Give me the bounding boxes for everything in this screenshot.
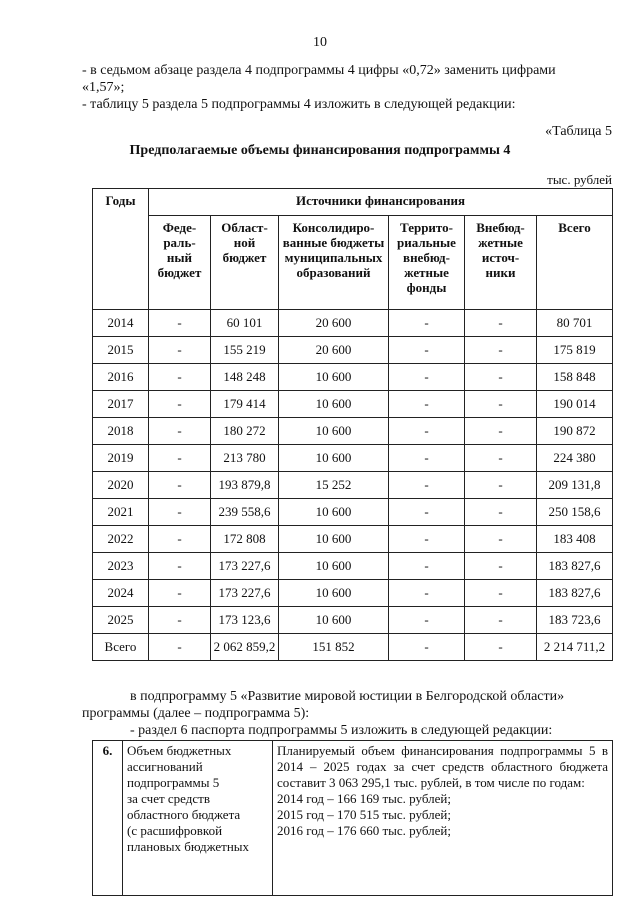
cell-offbudget: - — [465, 607, 537, 634]
cell-municipal: 10 600 — [279, 364, 389, 391]
cell-federal: - — [149, 364, 211, 391]
cell-federal: - — [149, 472, 211, 499]
cell-regional: 172 808 — [211, 526, 279, 553]
column-header-3: Террито- риальные внебюд- жетные фонды — [389, 216, 465, 310]
cell-municipal: 10 600 — [279, 580, 389, 607]
table-row — [93, 364, 613, 391]
cell-regional: 173 227,6 — [211, 580, 279, 607]
table-row — [93, 526, 613, 553]
cell-regional: 2 062 859,2 — [211, 634, 279, 661]
cell-total: 190 872 — [537, 418, 613, 445]
cell-total: 209 131,8 — [537, 472, 613, 499]
cell-regional: 193 879,8 — [211, 472, 279, 499]
table-row — [93, 445, 613, 472]
cell-offbudget: - — [465, 472, 537, 499]
intro-line-1: - в седьмом абзаце раздела 4 подпрограммы 4 цифры «0,72» заменить цифрами — [82, 63, 556, 78]
passport-intro: Планируемый объем финансирования подпрограммы 5 в 2014 – 2025 годах за счет средств областного бюджета составит 3 063 295,1 тыс. рублей, в том числе по годам: — [277, 743, 608, 790]
cell-federal: - — [149, 418, 211, 445]
cell-offbudget: - — [465, 364, 537, 391]
cell-regional: 239 558,6 — [211, 499, 279, 526]
table-row — [93, 472, 613, 499]
intro-line-3: - таблицу 5 раздела 5 подпрограммы 4 изложить в следующей редакции: — [82, 97, 516, 112]
cell-municipal: 15 252 — [279, 472, 389, 499]
cell-territorial: - — [389, 472, 465, 499]
cell-regional: 148 248 — [211, 364, 279, 391]
cell-offbudget: - — [465, 337, 537, 364]
table-row — [93, 310, 613, 337]
cell-regional: 179 414 — [211, 391, 279, 418]
cell-territorial: - — [389, 499, 465, 526]
para2-line-3: - раздел 6 паспорта подпрограммы 5 изложить в следующей редакции: — [130, 723, 553, 738]
table-row — [93, 418, 613, 445]
column-header-1: Област- ной бюджет — [211, 216, 279, 310]
passport-year-line: 2014 год – 166 169 тыс. рублей; — [277, 791, 451, 806]
table-row — [93, 634, 613, 661]
cell-total: 224 380 — [537, 445, 613, 472]
cell-regional: 180 272 — [211, 418, 279, 445]
cell-territorial: - — [389, 607, 465, 634]
cell-offbudget: - — [465, 553, 537, 580]
column-header-4: Внебюд- жетные источ- ники — [465, 216, 537, 310]
cell-federal: - — [149, 607, 211, 634]
cell-regional: 213 780 — [211, 445, 279, 472]
cell-territorial: - — [389, 391, 465, 418]
para2-line-1: в подпрограмму 5 «Развитие мировой юстиции в Белгородской области» — [130, 689, 565, 704]
cell-regional: 173 123,6 — [211, 607, 279, 634]
passport-year-line: 2015 год – 170 515 тыс. рублей; — [277, 807, 451, 822]
column-header-2: Консолидиро- ванные бюджеты муниципальных образований — [279, 216, 389, 310]
cell-offbudget: - — [465, 310, 537, 337]
cell-year: 2016 — [93, 364, 149, 391]
cell-federal: - — [149, 526, 211, 553]
cell-regional: 173 227,6 — [211, 553, 279, 580]
header-years: Годы — [93, 189, 149, 310]
cell-territorial: - — [389, 310, 465, 337]
cell-municipal: 20 600 — [279, 310, 389, 337]
cell-offbudget: - — [465, 445, 537, 472]
cell-territorial: - — [389, 364, 465, 391]
cell-municipal: 10 600 — [279, 391, 389, 418]
cell-territorial: - — [389, 445, 465, 472]
cell-municipal: 10 600 — [279, 526, 389, 553]
cell-federal: - — [149, 634, 211, 661]
cell-total: 2 214 711,2 — [537, 634, 613, 661]
passport-table — [92, 740, 613, 896]
cell-total: 250 158,6 — [537, 499, 613, 526]
cell-total: 190 014 — [537, 391, 613, 418]
cell-offbudget: - — [465, 580, 537, 607]
cell-regional: 155 219 — [211, 337, 279, 364]
cell-municipal: 10 600 — [279, 607, 389, 634]
cell-total: 183 723,6 — [537, 607, 613, 634]
cell-territorial: - — [389, 634, 465, 661]
cell-offbudget: - — [465, 499, 537, 526]
cell-municipal: 10 600 — [279, 445, 389, 472]
table-row — [93, 607, 613, 634]
table-row — [93, 499, 613, 526]
cell-federal: - — [149, 445, 211, 472]
cell-year: 2022 — [93, 526, 149, 553]
cell-total: 183 827,6 — [537, 553, 613, 580]
cell-year: 2014 — [93, 310, 149, 337]
cell-offbudget: - — [465, 634, 537, 661]
para2-line-2: программы (далее – подпрограмма 5): — [82, 706, 310, 721]
cell-municipal: 10 600 — [279, 418, 389, 445]
cell-offbudget: - — [465, 391, 537, 418]
cell-municipal: 10 600 — [279, 499, 389, 526]
cell-federal: - — [149, 580, 211, 607]
cell-federal: - — [149, 337, 211, 364]
cell-year: 2017 — [93, 391, 149, 418]
passport-right — [273, 741, 613, 896]
table-label: «Таблица 5 — [545, 124, 612, 139]
table-row — [93, 391, 613, 418]
cell-year: 2023 — [93, 553, 149, 580]
cell-federal: - — [149, 499, 211, 526]
cell-municipal: 20 600 — [279, 337, 389, 364]
header-sources: Источники финансирования — [149, 189, 613, 216]
cell-territorial: - — [389, 553, 465, 580]
cell-year: 2015 — [93, 337, 149, 364]
financing-table — [92, 188, 613, 661]
cell-territorial: - — [389, 337, 465, 364]
table-title: Предполагаемые объемы финансирования подпрограммы 4 — [129, 143, 511, 158]
passport-year-line: 2016 год – 176 660 тыс. рублей; — [277, 823, 451, 838]
passport-left: Объем бюджетных ассигнований подпрограммы 5 за счет средств областного бюджета (с расшифровкой плановых бюджетных — [123, 741, 273, 896]
cell-year: 2021 — [93, 499, 149, 526]
column-header-0: Феде- раль- ный бюджет — [149, 216, 211, 310]
cell-federal: - — [149, 391, 211, 418]
cell-total: 175 819 — [537, 337, 613, 364]
table-row — [93, 553, 613, 580]
cell-total: 80 701 — [537, 310, 613, 337]
cell-offbudget: - — [465, 526, 537, 553]
intro-line-2: «1,57»; — [82, 80, 125, 95]
cell-year: 2024 — [93, 580, 149, 607]
cell-territorial: - — [389, 526, 465, 553]
cell-total: 183 827,6 — [537, 580, 613, 607]
cell-total: 158 848 — [537, 364, 613, 391]
cell-federal: - — [149, 553, 211, 580]
table-row — [93, 337, 613, 364]
page-number: 10 — [313, 35, 327, 50]
passport-num: 6. — [93, 741, 123, 896]
units-label: тыс. рублей — [547, 172, 612, 187]
table-row — [93, 580, 613, 607]
cell-total: 183 408 — [537, 526, 613, 553]
cell-federal: - — [149, 310, 211, 337]
column-header-5: Всего — [537, 216, 613, 310]
cell-territorial: - — [389, 580, 465, 607]
cell-regional: 60 101 — [211, 310, 279, 337]
cell-year: 2019 — [93, 445, 149, 472]
cell-year: 2025 — [93, 607, 149, 634]
cell-year: 2020 — [93, 472, 149, 499]
cell-territorial: - — [389, 418, 465, 445]
cell-offbudget: - — [465, 418, 537, 445]
cell-year: Всего — [93, 634, 149, 661]
cell-year: 2018 — [93, 418, 149, 445]
cell-municipal: 151 852 — [279, 634, 389, 661]
cell-municipal: 10 600 — [279, 553, 389, 580]
